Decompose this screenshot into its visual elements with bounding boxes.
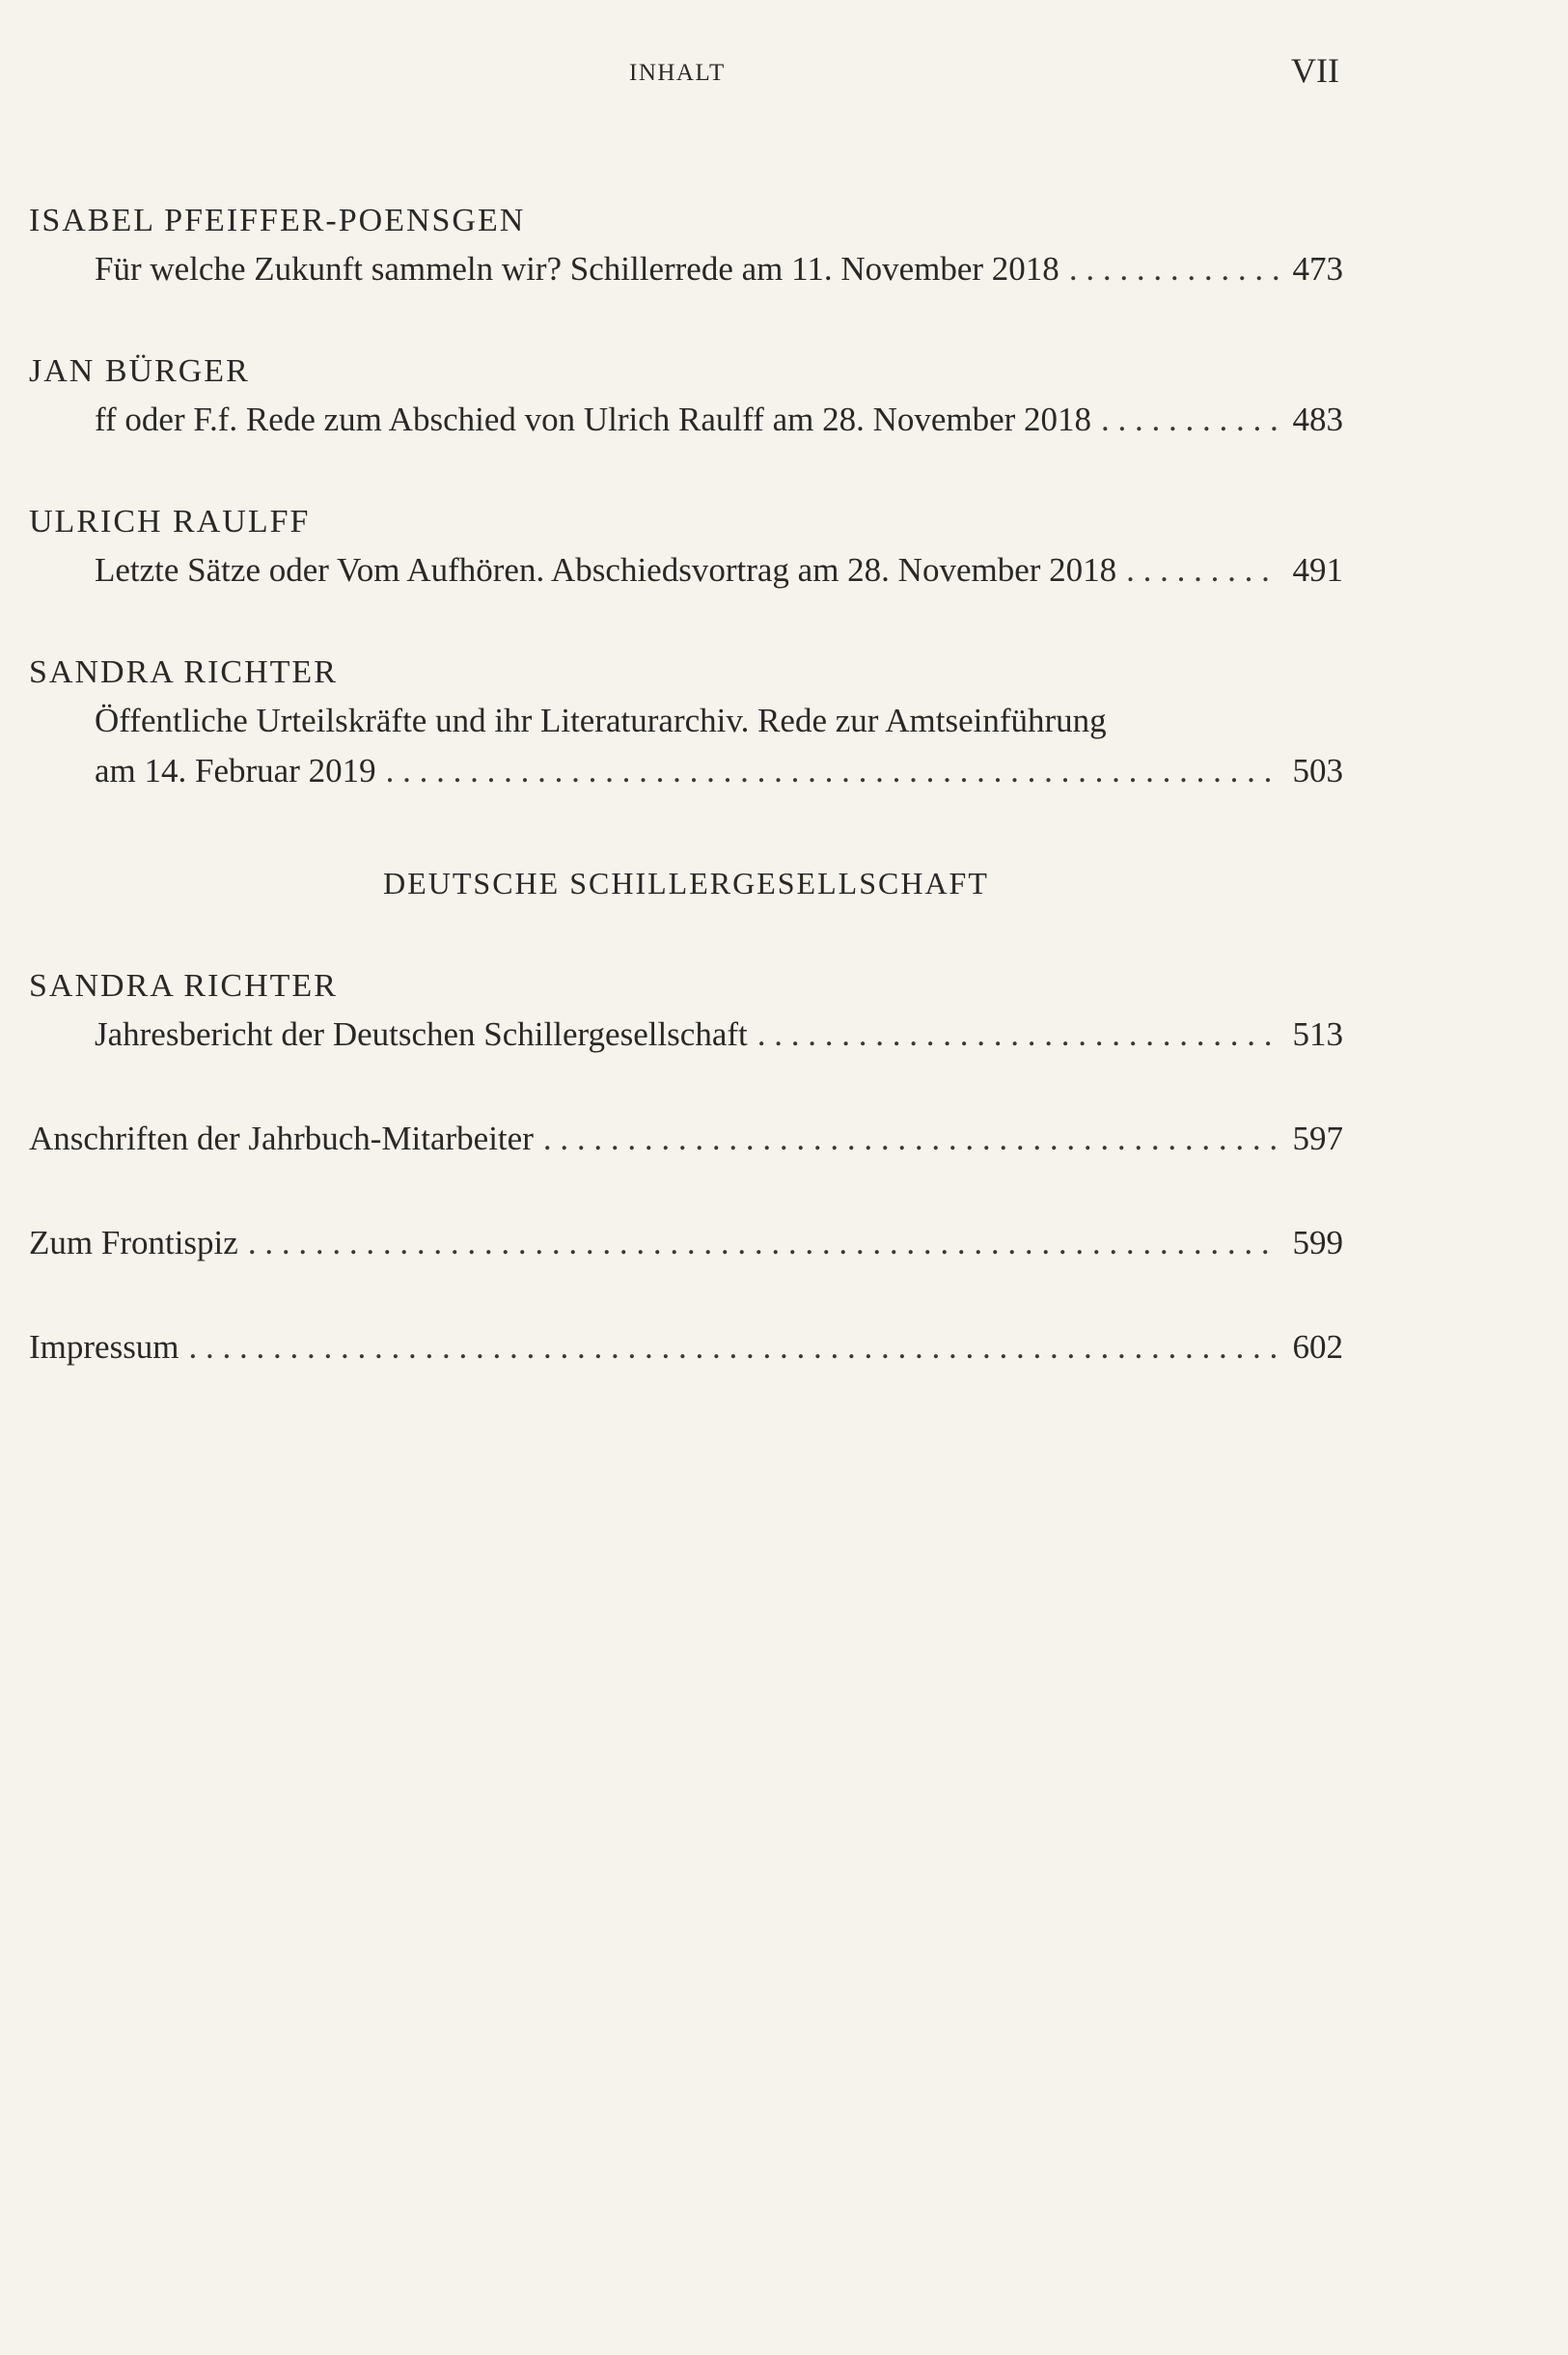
entry-page: 473 <box>1292 250 1343 288</box>
dot-leader <box>386 746 1279 796</box>
entry-author: SANDRA RICHTER <box>29 654 338 690</box>
entry-page: 483 <box>1292 401 1343 438</box>
entry-title: Jahresbericht der Deutschen Schillergesellschaft <box>95 1015 748 1053</box>
entry-line <box>29 244 1343 294</box>
table-of-contents <box>29 198 1343 1427</box>
toc-entry <box>29 348 1343 445</box>
dot-leader <box>189 1322 1279 1372</box>
entry-page: 503 <box>1292 752 1343 790</box>
entry-line <box>29 746 1343 796</box>
section-heading: DEUTSCHE SCHILLERGESELLSCHAFT <box>383 866 989 900</box>
entry-page: 597 <box>1292 1120 1343 1157</box>
entry-page: 513 <box>1292 1015 1343 1053</box>
toc-entry <box>29 198 1343 294</box>
entry-title: Letzte Sätze oder Vom Aufhören. Abschiedsvortrag am 28. November 2018 <box>95 551 1117 589</box>
toc-entry <box>29 963 1343 1060</box>
entry-title: ff oder F.f. Rede zum Abschied von Ulrich Raulff am 28. November 2018 <box>95 401 1092 438</box>
toc-entry <box>29 1218 1343 1268</box>
dot-leader <box>757 1010 1279 1060</box>
entry-author: JAN BÜRGER <box>29 353 250 389</box>
entry-author: SANDRA RICHTER <box>29 968 338 1004</box>
running-head: INHALT <box>629 60 726 86</box>
entry-line <box>29 545 1343 596</box>
toc-entry <box>29 650 1343 796</box>
toc-entry <box>29 499 1343 596</box>
entry-author: ISABEL PFEIFFER-POENSGEN <box>29 203 526 238</box>
entry-title: Zum Frontispiz <box>29 1224 238 1261</box>
dot-leader <box>1069 244 1279 294</box>
dot-leader <box>1101 395 1279 445</box>
entry-page: 602 <box>1292 1328 1343 1366</box>
dot-leader <box>543 1114 1279 1164</box>
entry-line <box>29 1010 1343 1060</box>
entry-title: Für welche Zukunft sammeln wir? Schillerrede am 11. November 2018 <box>95 250 1059 288</box>
toc-entry <box>29 1322 1343 1372</box>
dot-leader <box>248 1218 1279 1268</box>
page-number: VII <box>1291 51 1339 90</box>
entry-line <box>29 395 1343 445</box>
entry-page: 491 <box>1292 551 1343 589</box>
dot-leader <box>1126 545 1279 596</box>
entry-title: Anschriften der Jahrbuch-Mitarbeiter <box>29 1120 534 1157</box>
entry-title: Impressum <box>29 1328 179 1366</box>
entry-title: am 14. Februar 2019 <box>95 752 376 790</box>
entry-title-first-line: Öffentliche Urteilskräfte und ihr Literaturarchiv. Rede zur Amtseinführung <box>95 702 1107 739</box>
toc-entry <box>29 1114 1343 1164</box>
entry-author: ULRICH RAULFF <box>29 504 311 540</box>
entry-page: 599 <box>1292 1224 1343 1261</box>
